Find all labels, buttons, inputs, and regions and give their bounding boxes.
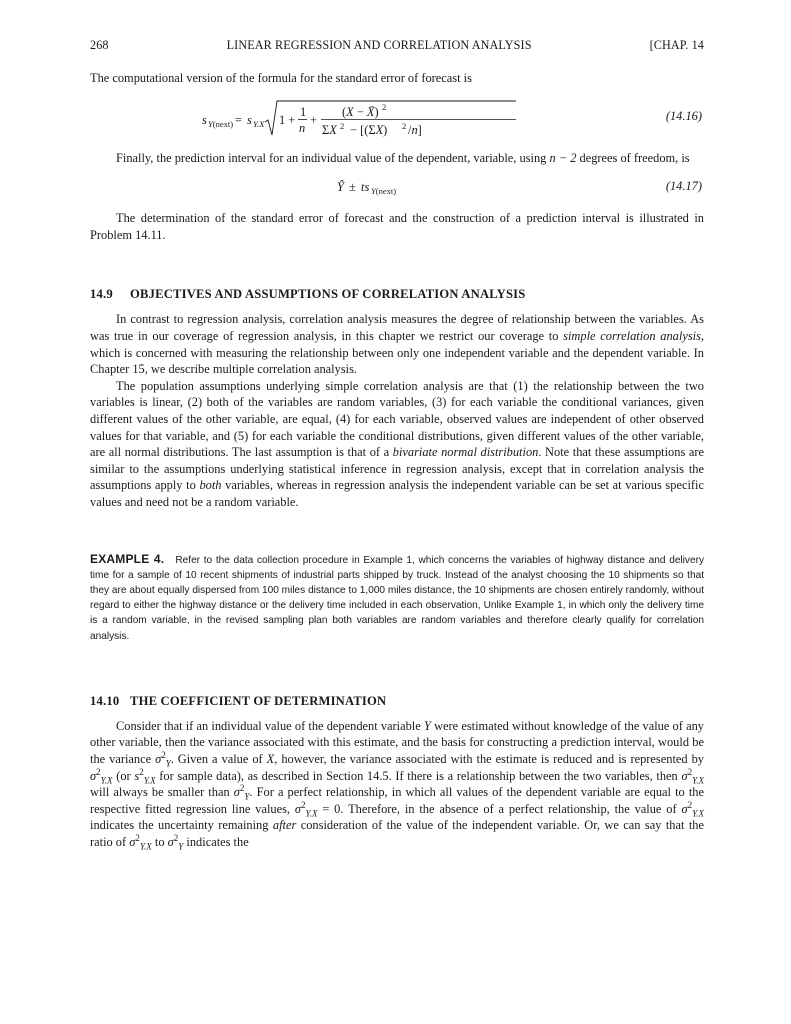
svg-text:s: s: [247, 112, 252, 127]
running-header: [90, 38, 704, 54]
section-14-9-paragraph-2: The population assumptions underlying simple correlation analysis are that (1) the relationship between the two variables is linear, (2) both of the variables are random variables, (3) for each variable the conditional variances, given different values of the other variable, are equal, (4) for each variable, observed values are independent of other observed values for that variable, and (5) for each variable the conditional distributions, given different values of the other variable, are all normal distributions. The last assumption is that of a bivariate normal distribution. Note that these assumptions are similar to the assumptions underlying statistical inference in regression analysis, except that in correlation analysis the assumptions apply to both variables, whereas in regression analysis the independent variable can be set at various specific values and need not be a random variable.: [90, 378, 705, 509]
svg-text:2: 2: [382, 101, 387, 112]
example-4-label: EXAMPLE 4.: [90, 551, 165, 566]
equation-14-17: [90, 176, 704, 200]
equation-14-16: [90, 91, 704, 143]
svg-text:− [(ΣX): − [(ΣX): [350, 122, 388, 137]
running-title: LINEAR REGRESSION AND CORRELATION ANALYSIS: [226, 38, 532, 52]
svg-text:Ŷ: Ŷ: [337, 180, 344, 195]
section-heading-14-10: 14.10 THE COEFFICIENT OF DETERMINATION: [90, 693, 387, 708]
svg-text:1: 1: [300, 104, 307, 119]
section-14-10-paragraph: Consider that if an individual value of the dependent variable Y were estimated without knowledge of the value of any other variable, then the variance associated with this estimate, and the basis for constructing a prediction interval, would be the variance $\sigma^2_Y$. Given a value of X, however, the variance associated with the estimate is reduced and is represented by $\sigma^2_{Y.X}$ (or $s^2_{Y.X}$ for sample data), as described in Section 14.5. If there is a relationship between the two variables, then $\sigma^2_{Y.X}$ will always be smaller than $\sigma^2_Y$. For a perfect relationship, in which all values of the dependent variable are equal to the respective fitted regression line values, $\sigma^2_{Y.X} = 0$. Therefore, in the absence of a perfect relationship, the value of $\sigma^2_{Y.X}$ indicates the uncertainty remaining after consideration of the value of the independent variable. Or, we can say that the ratio of $\sigma^2_{Y.X}$ to $\sigma^2_Y$ indicates the: [90, 718, 704, 852]
svg-text:1 +: 1 +: [279, 112, 296, 127]
svg-text:/n]: /n]: [408, 122, 422, 137]
svg-text:ΣX: ΣX: [322, 122, 337, 137]
svg-text:s: s: [202, 112, 207, 127]
page-number: 268: [90, 38, 109, 52]
formula-14-17: [335, 176, 535, 198]
illustration-paragraph: The determination of the standard error of forecast and the construction of a prediction interval is illustrated in Problem 14.11.: [90, 211, 704, 242]
equation-number-14-17: (14.17): [665, 179, 702, 194]
prediction-interval-paragraph: Finally, the prediction interval for an individual value of the dependent, variable, using n − 2 degrees of freedom, is: [116, 150, 690, 165]
page: [90, 38, 704, 850]
svg-text:ts: ts: [361, 180, 370, 195]
svg-text:±: ±: [349, 180, 356, 195]
formula-14-16: [174, 91, 624, 143]
forecast-intro: The computational version of the formula for the standard error of forecast is: [90, 71, 472, 85]
svg-text:Y.X: Y.X: [253, 118, 265, 129]
equation-number-14-16: (14.16): [665, 108, 702, 123]
svg-text:2: 2: [340, 120, 345, 131]
svg-text:2: 2: [402, 120, 407, 131]
example-4-text: Refer to the data collection procedure in Example 1, which concerns the variables of highway distance and delivery time for a sample of 10 recent shipments of industrial parts shipped by truck. Instead of the analyst choosing the 10 shipments so that they are about equally dispersed from 100 miles distance to 1,000 miles distance, the 10 shipments are chosen entirely randomly, without regard to either the highway distance or the delivery time included in each observation, Unlike Example 1, in which only the delivery time is a random variable, in the revised sampling plan both variables are random variables and therefore clearly qualify for correlation analysis.: [90, 554, 704, 642]
svg-text:Y(next): Y(next): [371, 186, 397, 197]
section-heading-14-9: 14.9 OBJECTIVES AND ASSUMPTIONS OF CORRELATION ANALYSIS: [90, 287, 526, 302]
svg-text:+: +: [310, 112, 317, 127]
svg-text:=: =: [235, 112, 242, 127]
svg-text:(X − X̄): (X − X̄): [342, 104, 379, 119]
chapter-label: [CHAP. 14: [649, 38, 704, 52]
section-14-9-paragraph-1: In contrast to regression analysis, correlation analysis measures the degree of relationship between the variables. As was true in our coverage of regression analysis, in this chapter we restrict our coverage to simple correlation analysis, which is concerned with measuring the relationship between only one independent variable and the dependent variable. In Chapter 15, we describe multiple correlation analysis.: [90, 312, 705, 377]
example-4: [90, 552, 704, 644]
svg-text:Y(next): Y(next): [208, 118, 234, 129]
svg-text:n: n: [299, 120, 306, 135]
